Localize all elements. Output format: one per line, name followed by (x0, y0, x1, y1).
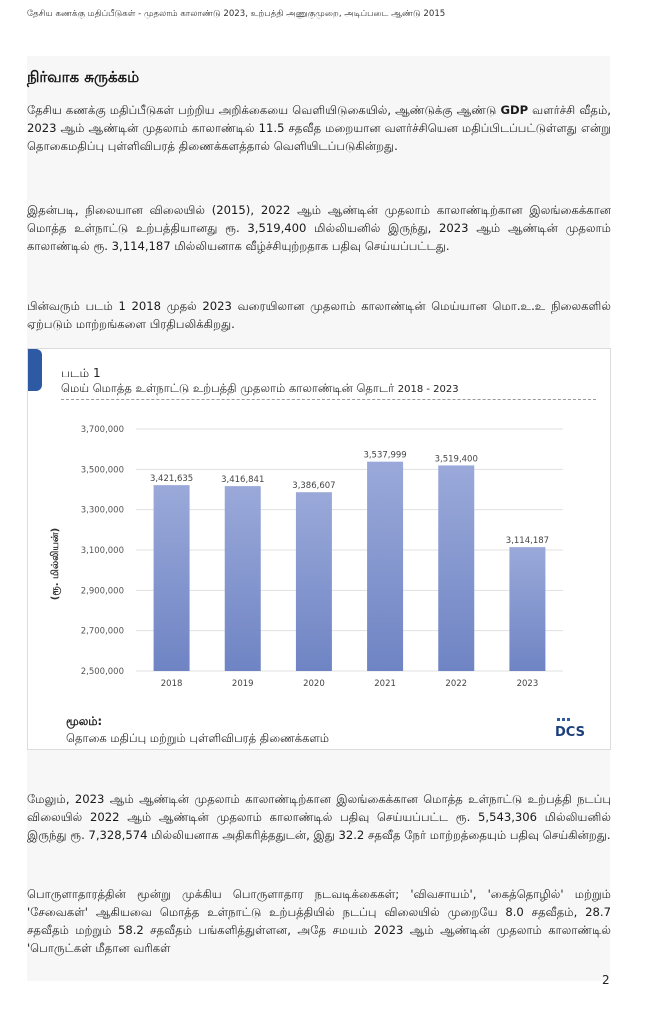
x-tick-label: 2019 (231, 679, 254, 689)
gdp-bold-term: GDP (500, 103, 529, 117)
paragraph-sectors: பொருளாதாரத்தின் மூன்று முக்கிய பொருளாதார நடவடிக்கைகள்; 'விவசாயம்', 'கைத்தொழில்' மற்றும் 'சேவைகள்' ஆகியவை மொத்த உள்நாட்டு உற்பத்தியில் நடப்பு விலையில் முறையே 8.0 சதவீதம், 28.7 சதவீதம் மற்றும் 58.2 சதவீதம் பங்களித்துள்ளன, அதே சமயம் 2023 ஆம் ஆண்டின் முதலாம் காலாண்டில் 'பொருட்கள் மீதான வரிகள் (27, 887, 611, 955)
x-tick-label: 2018 (160, 679, 183, 689)
source-label: மூலம்: (66, 714, 103, 728)
bar-2023 (509, 547, 545, 671)
running-header: தேசிய கணக்கு மதிப்பீடுகள் - முதலாம் காலாண்டு 2023, உற்பத்தி அணுகுமுறை, அடிப்படை ஆண்டு 2015 (27, 9, 446, 19)
x-tick-label: 2023 (516, 679, 539, 689)
section-title: நிர்வாக சுருக்கம் (27, 68, 140, 86)
y-tick-label: 3,700,000 (80, 425, 124, 435)
bar-value-label: 3,386,607 (292, 481, 336, 492)
gdp-bar-chart (28, 349, 610, 709)
bar-2020 (296, 492, 332, 671)
y-tick-label: 3,100,000 (80, 546, 124, 556)
bar-2019 (225, 486, 261, 671)
y-tick-label: 2,900,000 (80, 586, 124, 597)
bar-2021 (367, 462, 403, 671)
bar-2022 (438, 465, 474, 671)
dcs-logo (555, 716, 585, 738)
paragraph-constant-prices: இதன்படி, நிலையான விலையில் (2015), 2022 ஆம் ஆண்டின் முதலாம் காலாண்டிற்கான இலங்கைக்கான மொத்த உள்நாட்டு உற்பத்தியானது ரூ. 3,519,400 மில்லியனில் இருந்து, 2023 ஆம் ஆண்டின் முதலாம் காலாண்டில் ரூ. 3,114,187 மில்லியனாக வீழ்ச்சியுற்றதாக பதிவு செய்யப்பட்டது. (27, 203, 611, 253)
paragraph-figure-intro: பின்வரும் படம் 1 2018 முதல் 2023 வரையிலான முதலாம் காலாண்டின் மெய்யான மொ.உ.உ நிலைகளில் ஏற்படும் மாற்றங்களை பிரதிபலிக்கிறது. (27, 299, 611, 331)
x-tick-label: 2022 (445, 679, 468, 689)
bar-value-label: 3,416,841 (221, 475, 265, 486)
paragraph-text: வளர்ச்சி வீதம், 2023 ஆம் ஆண்டின் முதலாம் காலாண்டில் 11.5 சதவீத மறையான வளர்ச்சியென மதிப்பிடப்பட்டுள்ளது என்று தொகைமதிப்பு புள்ளிவிபரத் திணைக்களத்தால் வெளியிடப்படுகின்றது. (27, 103, 611, 153)
figure-title-text: மெய் மொத்த உள்நாட்டு உற்பத்தி முதலாம் காலாண்டின் தொடர் (61, 381, 395, 395)
figure-number: படம் 1 (61, 366, 101, 380)
x-tick-label: 2020 (303, 679, 325, 689)
y-tick-label: 3,300,000 (80, 505, 124, 516)
logo-text: DCS (555, 725, 585, 738)
source-text: தொகை மதிப்பு மற்றும் புள்ளிவிபரத் திணைக்களம் (66, 731, 330, 745)
bar-value-label: 3,114,187 (505, 536, 550, 547)
figure-1 (27, 348, 611, 750)
bar-value-label: 3,421,635 (149, 474, 194, 485)
bar-2018 (154, 485, 190, 671)
paragraph-gdp-growth (27, 101, 611, 155)
x-tick-label: 2021 (374, 679, 396, 689)
paragraph-text: தேசிய கணக்கு மதிப்பீடுகள் பற்றிய அறிக்கையை வெளியிடுகையில், ஆண்டுக்கு ஆண்டு (27, 103, 501, 117)
y-tick-label: 2,700,000 (80, 626, 124, 637)
bar-value-label: 3,519,400 (434, 454, 478, 465)
figure-title-years: 2018 - 2023 (397, 384, 459, 395)
paragraph-current-prices: மேலும், 2023 ஆம் ஆண்டின் முதலாம் காலாண்டிற்கான இலங்கைக்கான மொத்த உள்நாட்டு உற்பத்தி நடப்பு விலையில் 2022 ஆம் ஆண்டின் முதலாம் காலாண்டில் பதிவு செய்யப்பட்ட ரூ. 5,543,306 மில்லியனில் இருந்து ரூ. 7,328,574 மில்லியனாக அதிகரித்ததுடன், இது 32.2 சதவீத நேர் மாற்றத்தையும் பதிவு செய்கின்றது. (27, 792, 611, 842)
page-number: 2 (602, 973, 610, 987)
bar-value-label: 3,537,999 (363, 450, 407, 461)
y-tick-label: 2,500,000 (80, 667, 124, 677)
y-axis-title: (ரூ. மில்லியன்) (50, 527, 61, 601)
y-tick-label: 3,500,000 (80, 465, 124, 476)
